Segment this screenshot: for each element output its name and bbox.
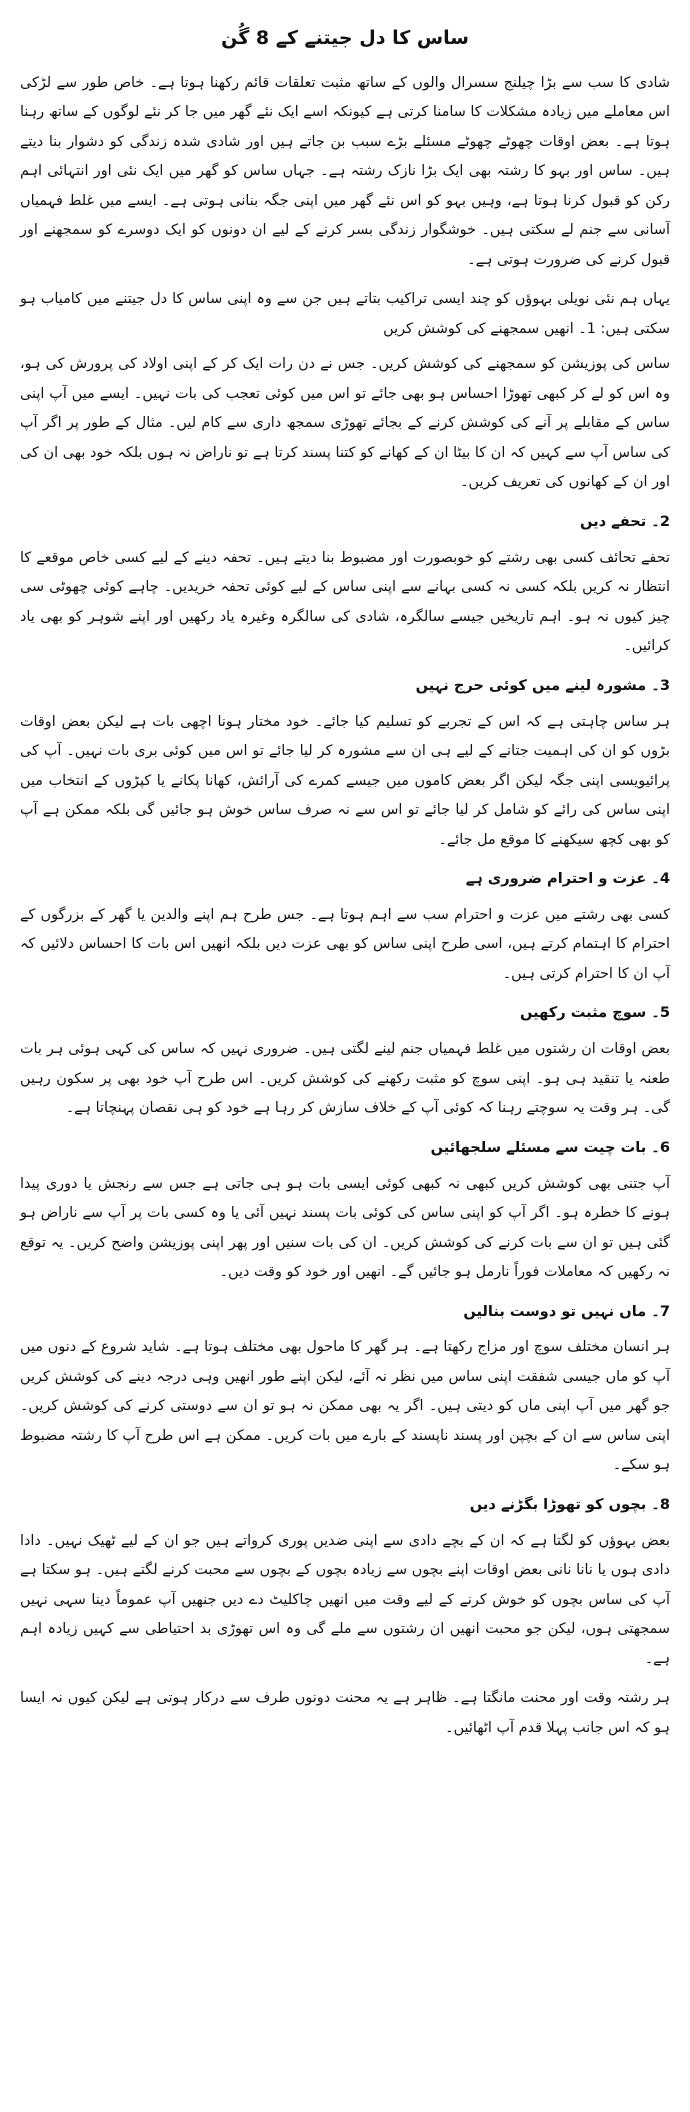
intro-paragraph: شادی کا سب سے بڑا چیلنج سسرال والوں کے ساتھ مثبت تعلقات قائم رکھنا ہوتا ہے۔ خاص طور سے لڑکی اس معاملے میں زیادہ مشکلات کا سامنا کرتی ہے کیونکہ اسے ایک نئے گھر میں جا کر نئے لوگوں کے ساتھ رہنا ہوتا ہے۔ بعض اوقات چھوٹے چھوٹے مسئلے بڑے سبب بن جاتے ہیں اور شادی شدہ زندگی کو دشوار بنا دیتے ہیں۔ ساس اور بہو کا رشتہ بھی ایک بڑا نازک رشتہ ہے۔ جہاں ساس کو گھر میں ایک نئی اور انتہائی اہم رکن کو قبول کرنا ہوتا ہے، وہیں بہو کو اس نئے گھر میں اپنی جگہ بنانی ہوتی ہے۔ ایسے میں غلط فہمیاں آسانی سے جنم لے سکتی ہیں۔ خوشگوار زندگی بسر کرنے کے لیے ان دونوں کو ایک دوسرے کو سمجھنے اور قبول کرنے کی ضرورت ہوتی ہے۔	[20, 74, 670, 268]
section-heading: 4۔ عزت و احترام ضروری ہے	[465, 870, 670, 888]
section-heading: 5۔ سوچ مثبت رکھیں	[520, 1004, 670, 1022]
section-body: آپ جتنی بھی کوشش کریں کبھی نہ کبھی کوئی ایسی بات ہو ہی جاتی ہے جس سے رنجش یا دوری پیدا ہونے کا خطرہ ہو۔ اگر آپ کو اپنی ساس کی کوئی بات پسند نہیں آئی یا وہ کسی بات پر آپ سے ناراض ہو گئی ہیں تو ان سے بات کرنے کی کوشش کریں۔ ان کی بات سنیں اور پھر اپنی پوزیشن واضح کریں۔ یہ توقع نہ رکھیں کہ معاملات فوراً نارمل ہو جائیں گے۔ انھیں اور خود کو وقت دیں۔	[20, 1175, 670, 1281]
section-body: کسی بھی رشتے میں عزت و احترام سب سے اہم ہوتا ہے۔ جس طرح ہم اپنے والدین یا گھر کے بزرگوں کے احترام کا اہتمام کرتے ہیں، اسی طرح اپنی ساس کو بھی عزت دیں بلکہ انھیں اس بات کا احساس دلائیں کہ آپ ان کا احترام کرتی ہیں۔	[20, 906, 670, 982]
intro-paragraph: یہاں ہم نئی نویلی بہوؤں کو چند ایسی تراکیب بتاتے ہیں جن سے وہ اپنی ساس کا دل جیتنے میں کامیاب ہو سکتی ہیں: 1۔ انھیں سمجھنے کی کوشش کریں	[20, 291, 670, 337]
section-heading: 8۔ بچوں کو تھوڑا بگڑنے دیں	[469, 1496, 670, 1513]
section-body: ہر انسان مختلف سوچ اور مزاج رکھتا ہے۔ ہر گھر کا ماحول بھی مختلف ہوتا ہے۔ شاید شروع کے دنوں میں آپ کو ماں جیسی شفقت اپنی ساس میں نظر نہ آئے، لیکن اپنے طور انھیں وہی درجہ دینے کی کوشش کریں جو گھر میں آپ اپنی ماں کو دیتی ہیں۔ اگر یہ بھی ممکن نہ ہو تو ان سے دوستی کرنے کی کوشش کریں۔ اپنی ساس سے ان کے بچپن اور پسند ناپسند کے بارے میں بات کریں۔ ممکن ہے اس طرح آپ کا رشتہ مضبوط ہو سکے۔	[20, 1339, 670, 1474]
section-heading: 6۔ بات چیت سے مسئلے سلجھائیں	[430, 1138, 670, 1156]
section-body: ساس کی پوزیشن کو سمجھنے کی کوشش کریں۔ جس نے دن رات ایک کر کے اپنی اولاد کی پرورش کی ہو، وہ اس کو لے کر کبھی تھوڑا احساس ہو بھی جائے تو اس میں کوئی تعجب کی بات نہیں۔ ایسے میں آپ اپنی ساس کے مقابلے پر آنے کی کوشش کرنے کے بجائے تھوڑی سمجھ داری سے کام لیں۔ مثال کے طور پر اگر آپ کی ساس آپ سے کہیں کہ ان کا بیٹا ان کے کھانے کو کتنا پسند کرتا ہے تو ناراض نہ ہوں بلکہ خود بھی ان کی اور ان کے کھانوں کی تعریف کریں۔	[20, 356, 670, 491]
section-body: بعض اوقات ان رشتوں میں غلط فہمیاں جنم لینے لگتی ہیں۔ ضروری نہیں کہ ساس کی کہی ہوئی ہر بات طعنہ یا تنقید ہی ہو۔ اپنی سوچ کو مثبت رکھنے کی کوشش کریں۔ اس طرح آپ خود بھی پر سکون رہیں گی۔ ہر وقت یہ سوچتے رہنا کہ کوئی آپ کے خلاف سازش کر رہا ہے خود کو ہی نقصان پہنچاتا ہے۔	[20, 1041, 670, 1117]
section-body: ہر ساس چاہتی ہے کہ اس کے تجربے کو تسلیم کیا جائے۔ خود مختار ہونا اچھی بات ہے لیکن بعض اوقات بڑوں کو ان کی اہمیت جتانے کے لیے ہی ان سے مشورہ کر لیا جائے تو اس میں کوئی بری بات نہیں۔ آپ کی پرائیویسی اپنی جگہ لیکن اگر بعض کاموں میں جیسے کمرے کی آرائش، کھانا پکانے یا کپڑوں کے انتخاب میں اپنی ساس کی رائے کو شامل کر لیا جائے تو اس سے نہ صرف ساس خوش ہو جائیں گی بلکہ ممکن ہے آپ کو بھی کچھ سیکھنے کا موقع مل جائے۔	[20, 713, 670, 848]
section-heading: 7۔ ماں نہیں تو دوست بنالیں	[463, 1302, 670, 1320]
closing-paragraph: ہر رشتہ وقت اور محنت مانگتا ہے۔ ظاہر ہے یہ محنت دونوں طرف سے درکار ہوتی ہے لیکن کیوں نہ ایسا ہو کہ اس جانب پہلا قدم آپ اٹھائیں۔	[20, 1690, 670, 1736]
section-body: بعض بہوؤں کو لگتا ہے کہ ان کے بچے دادی سے اپنی ضدیں پوری کرواتے ہیں جو ان کے لیے ٹھیک نہیں۔ دادا دادی ہوں یا نانا نانی بعض اوقات اپنے بچوں سے زیادہ بچوں کے بچوں سے محبت کرنے لگتے ہیں۔ ہو سکتا ہے آپ کی ساس بچوں کو خوش کرنے کے لیے وقت میں انھیں چاکلیٹ دے دیں جنھیں آپ عموماً دینا سہی نہیں سمجھتی ہوں، لیکن جو محبت انھیں ان رشتوں سے ملے گی وہ اس تھوڑی بد احتیاطی سے کہیں زیادہ اہم ہے۔	[20, 1532, 670, 1667]
section-heading: 2۔ تحفے دیں	[579, 512, 670, 530]
article-title: ساس کا دل جیتنے کے 8 گُن	[221, 27, 469, 49]
section-body: تحفے تحائف کسی بھی رشتے کو خوبصورت اور مضبوط بنا دیتے ہیں۔ تحفہ دینے کے لیے کسی خاص موقعے کا انتظار نہ کریں بلکہ کسی نہ کسی بہانے سے اپنی ساس کے لیے کوئی تحفہ خریدیں۔ چاہے کوئی چھوٹی سی چیز کیوں نہ ہو۔ اہم تاریخیں جیسے سالگرہ، شادی کی سالگرہ وغیرہ یاد رکھیں اور اپنے شوہر کو بھی یاد کرائیں۔	[20, 549, 670, 655]
section-heading: 3۔ مشورہ لینے میں کوئی حرج نہیں	[415, 676, 670, 694]
